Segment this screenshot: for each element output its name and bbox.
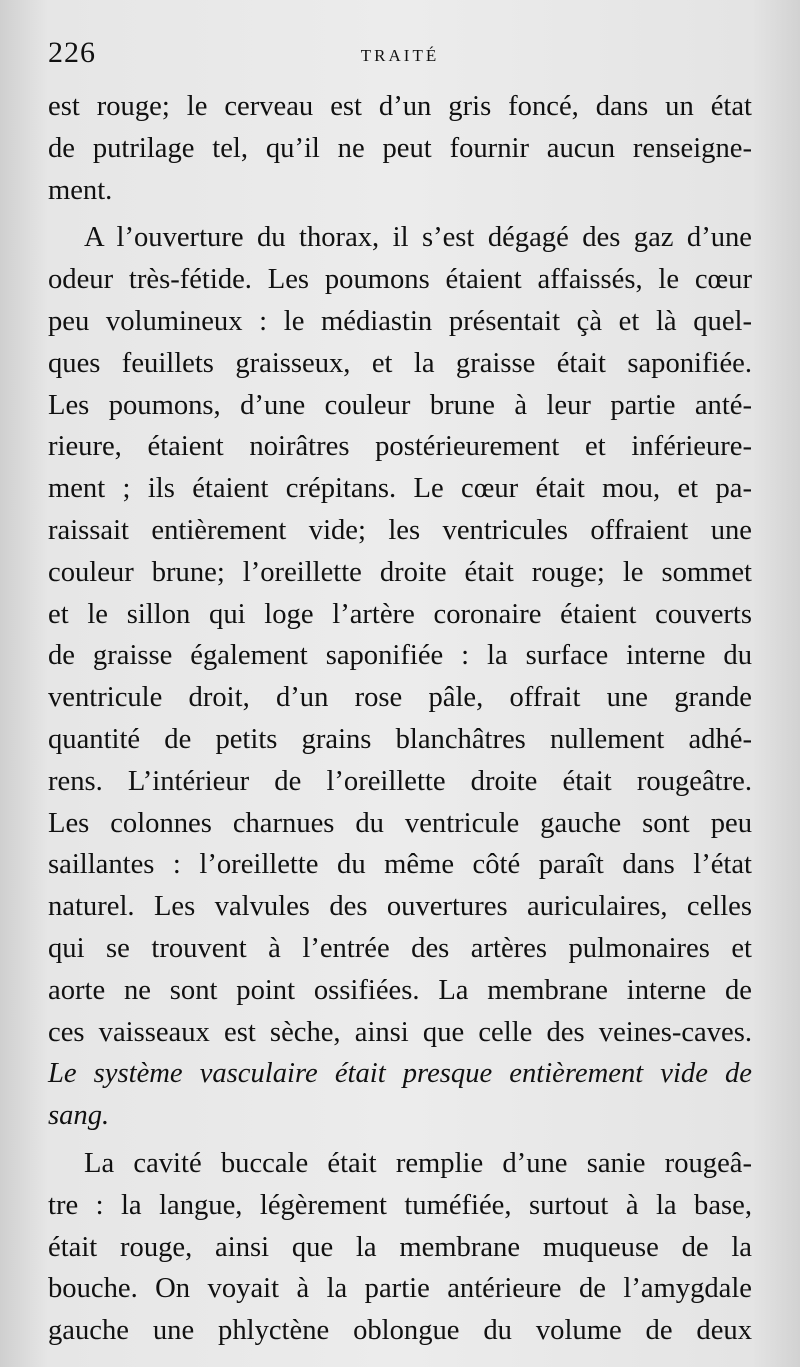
text-line: était rouge, ainsi que la membrane muqueuse de la xyxy=(48,1231,752,1263)
body-text xyxy=(48,86,752,1352)
text-line: raissait entièrement vide; les ventricules offraient une xyxy=(48,514,752,546)
text-line: naturel. Les valvules des ouvertures auriculaires, celles xyxy=(48,891,752,923)
text-line: et le sillon qui loge l’artère coronaire étaient couverts xyxy=(48,598,752,630)
page-number: 226 xyxy=(48,36,96,69)
italic-text-line: sang. xyxy=(48,1100,110,1132)
text-line: ventricule droit, d’un rose pâle, offrait une grande xyxy=(48,682,752,714)
text-line: peu volumineux : le médiastin présentait çà et là quel- xyxy=(48,305,752,337)
text-line: quantité de petits grains blanchâtres nullement adhé- xyxy=(48,723,752,755)
text-line: Les poumons, d’une couleur brune à leur partie anté- xyxy=(48,389,752,421)
text-line: bouche. On voyait à la partie antérieure de l’amygdale xyxy=(48,1273,752,1305)
text-line: aorte ne sont point ossifiées. La membrane interne de xyxy=(48,974,752,1006)
text-line: ment. xyxy=(48,174,113,206)
text-line: gauche une phlyctène oblongue du volume de deux xyxy=(48,1315,752,1347)
text-line: de putrilage tel, qu’il ne peut fournir aucun renseigne- xyxy=(48,132,752,164)
text-line: tre : la langue, légèrement tuméfiée, surtout à la base, xyxy=(48,1189,752,1221)
text-line: La cavité buccale était remplie d’une sanie rougeâ- xyxy=(84,1147,752,1179)
text-line: ces vaisseaux est sèche, ainsi que celle des veines-caves. xyxy=(48,1016,752,1048)
italic-text-line: Le système vasculaire était presque entièrement vide de xyxy=(48,1058,752,1090)
text-line: ques feuillets graisseux, et la graisse était saponifiée. xyxy=(48,347,752,379)
text-line: Les colonnes charnues du ventricule gauche sont peu xyxy=(48,807,752,839)
running-head: TRAITÉ xyxy=(360,46,440,65)
page-header xyxy=(48,36,752,76)
text-line: A l’ouverture du thorax, il s’est dégagé des gaz d’une xyxy=(84,222,752,254)
text-line: ment ; ils étaient crépitans. Le cœur était mou, et pa- xyxy=(48,473,752,505)
text-line: rieure, étaient noirâtres postérieurement et inférieure- xyxy=(48,431,752,463)
text-line: de graisse également saponifiée : la surface interne du xyxy=(48,640,752,672)
text-line: qui se trouvent à l’entrée des artères pulmonaires et xyxy=(48,932,752,964)
text-line: odeur très-fétide. Les poumons étaient affaissés, le cœur xyxy=(48,264,752,296)
text-line: est rouge; le cerveau est d’un gris foncé, dans un état xyxy=(48,91,752,122)
text-line: saillantes : l’oreillette du même côté paraît dans l’état xyxy=(48,849,752,881)
text-line: couleur brune; l’oreillette droite était rouge; le sommet xyxy=(48,556,752,588)
text-line: rens. L’intérieur de l’oreillette droite était rougeâtre. xyxy=(48,765,752,797)
